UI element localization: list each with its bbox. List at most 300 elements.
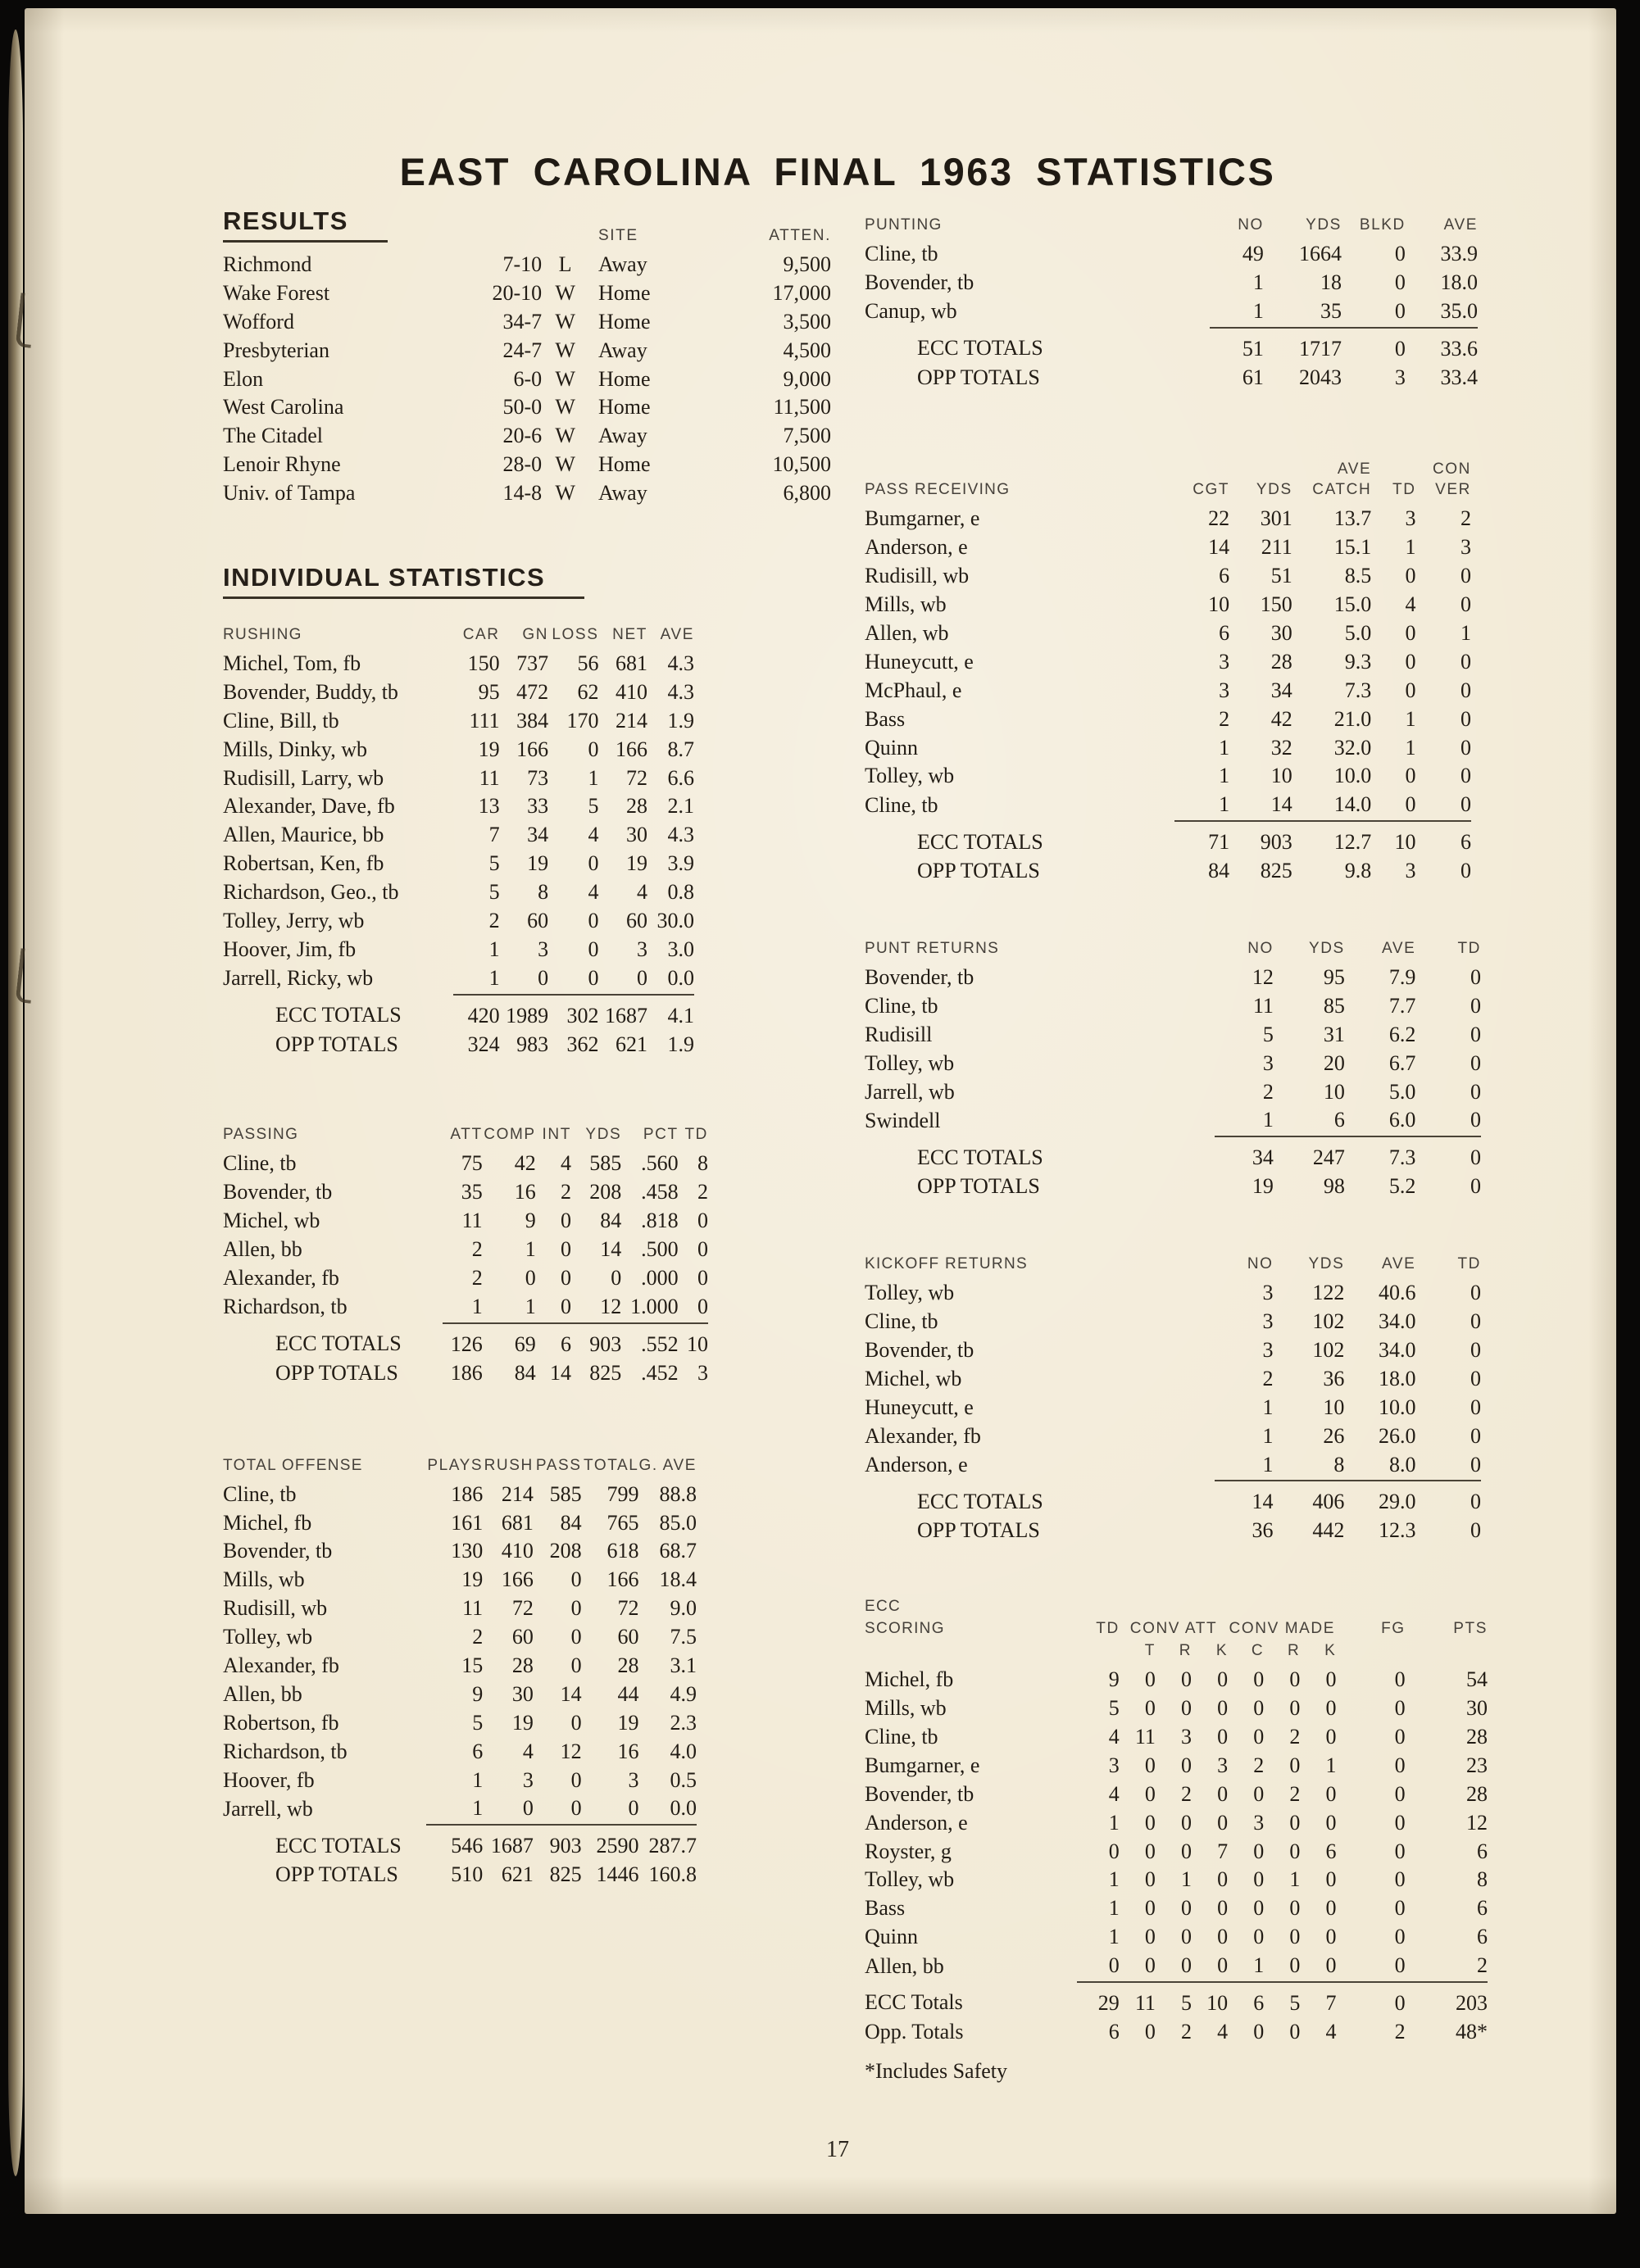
header-row — [223, 1454, 697, 1481]
cell-value: 4.9 — [670, 1681, 697, 1706]
row-label: Huneycutt, e — [865, 1395, 974, 1419]
cell-value: 2 — [1262, 1366, 1274, 1390]
header-spacer — [1174, 458, 1229, 479]
cell-value: 6.7 — [1388, 1050, 1416, 1075]
cell-value: 0 — [1394, 1696, 1406, 1721]
cell-value: 54 — [1466, 1667, 1488, 1692]
cell-value: 22 — [1208, 506, 1230, 531]
cell-value: 18.0 — [1440, 270, 1478, 294]
table-row — [865, 1953, 1488, 1982]
right-column — [865, 206, 1500, 2084]
cell-value: 681 — [615, 651, 647, 676]
cell-value: 9 — [1108, 1667, 1120, 1692]
column-header: PUNTING — [865, 216, 943, 234]
cell-value: 20-10 — [492, 280, 543, 305]
column-header: AVE — [1443, 216, 1478, 234]
column-header: PTS — [1453, 1620, 1488, 1638]
cell-value: 5 — [488, 851, 500, 876]
cell-value: 0 — [1394, 1810, 1406, 1835]
left-column — [223, 206, 870, 1890]
row-label: Mills, wb — [865, 592, 947, 617]
cell-value: 5.0 — [1388, 1079, 1416, 1104]
totals-value: 2 — [1181, 2019, 1193, 2043]
cell-value: 0 — [1217, 1896, 1229, 1921]
cell-value: 32.0 — [1333, 735, 1372, 760]
column-header: CATCH — [1312, 481, 1372, 499]
cell-value: 0 — [628, 1796, 639, 1821]
row-label: Elon — [223, 366, 264, 391]
row-label: Richardson, tb — [223, 1739, 348, 1763]
row-label: Bovender, tb — [865, 1781, 974, 1806]
results-heading-text: RESULTS — [223, 206, 388, 243]
column-header: R — [1179, 1642, 1193, 1660]
cell-value: 2.3 — [670, 1710, 697, 1735]
cell-value: 5 — [488, 880, 500, 905]
totals-value: 0 — [1470, 1174, 1481, 1199]
cell-value: 0 — [1325, 1781, 1337, 1806]
cell-value: 84 — [600, 1209, 622, 1233]
table-row — [865, 1423, 1481, 1452]
cell-value: 1 — [1405, 535, 1416, 560]
cell-value: 7-10 — [502, 252, 543, 276]
cell-value: 0 — [1253, 1724, 1265, 1749]
row-label: Richardson, Geo., tb — [223, 880, 399, 905]
cell-value: 6 — [1219, 564, 1230, 588]
stat-table — [223, 1454, 697, 1890]
row-label: Bovender, tb — [865, 1337, 974, 1362]
totals-value: 0 — [1253, 2019, 1265, 2043]
header-row — [865, 1253, 1481, 1280]
row-label: Hoover, fb — [223, 1767, 315, 1792]
cell-value: 0 — [525, 1266, 536, 1290]
cell-value: 30 — [1466, 1696, 1488, 1721]
cell-value: 56 — [577, 651, 599, 676]
cell-value: 9,500 — [783, 252, 831, 276]
cell-value: 0 — [1325, 1667, 1337, 1692]
totals-value: 4 — [1217, 2019, 1229, 2043]
cell-value: 0 — [1217, 1724, 1229, 1749]
row-label: Allen, Maurice, bb — [223, 823, 384, 847]
table-row — [865, 1810, 1488, 1839]
cell-value: 1 — [1405, 706, 1416, 731]
cell-value: 7.5 — [670, 1625, 697, 1649]
row-label: Robertsan, Ken, fb — [223, 851, 384, 876]
row-label: Cline, tb — [865, 242, 938, 265]
table-row — [865, 1395, 1481, 1423]
cell-value: 0 — [1461, 764, 1471, 788]
cell-value: 3 — [1219, 678, 1230, 702]
cell-value: 10 — [1270, 764, 1292, 788]
cell-value: 166 — [516, 737, 549, 761]
results-section — [223, 206, 870, 509]
row-label: Anderson, e — [865, 1453, 968, 1476]
header-spacer — [1229, 458, 1292, 479]
cell-value: 1 — [1405, 735, 1416, 760]
cell-value: 33 — [527, 794, 549, 819]
table-row — [223, 1150, 708, 1179]
cell-value: Away — [598, 252, 647, 276]
stat-table — [865, 206, 1478, 392]
program-page — [25, 8, 1616, 2214]
cell-value: 0 — [1394, 1724, 1406, 1749]
cell-value: 1 — [1108, 1925, 1120, 1949]
totals-value: 14 — [549, 1360, 571, 1385]
totals-value: 3 — [1405, 859, 1416, 883]
row-label: Bass — [865, 1896, 906, 1921]
cell-value: 1 — [1262, 1395, 1274, 1419]
column-header: PUNT RETURNS — [865, 940, 1000, 958]
cell-value: 19 — [527, 851, 549, 876]
row-label: Anderson, e — [865, 535, 968, 560]
cell-value: 0 — [1470, 1309, 1481, 1334]
cell-value: 1.9 — [667, 708, 694, 733]
cell-value: 2 — [560, 1180, 571, 1204]
column-header: G. AVE — [638, 1456, 697, 1474]
row-label: Quinn — [865, 1925, 918, 1949]
cell-value: 3.0 — [667, 937, 694, 961]
cell-value: 214 — [501, 1481, 534, 1506]
cell-value: 208 — [549, 1539, 582, 1563]
row-label: Quinn — [865, 735, 918, 760]
cell-value: 0 — [1144, 1896, 1156, 1921]
table-row — [223, 1265, 708, 1294]
row-label: Lenoir Rhyne — [223, 452, 341, 477]
totals-row — [865, 2019, 1488, 2048]
cell-value: 9 — [472, 1681, 484, 1706]
cell-value: W — [555, 481, 575, 506]
cell-value: 0 — [1405, 792, 1416, 817]
cell-value: 6 — [1477, 1896, 1488, 1921]
totals-value: 126 — [443, 1323, 482, 1360]
cell-value: 0 — [1144, 1781, 1156, 1806]
header-row — [223, 1123, 708, 1150]
header-row — [865, 479, 1471, 506]
totals-value: 51 — [1210, 328, 1264, 365]
totals-value: 11 — [1120, 1982, 1156, 2019]
cell-value: 10.0 — [1378, 1395, 1416, 1419]
totals-value: 84 — [1208, 859, 1230, 883]
totals-value: 302 — [548, 995, 598, 1032]
row-label: Wofford — [223, 309, 294, 333]
cell-value: 28 — [625, 794, 647, 819]
cell-value: 11 — [462, 1596, 484, 1621]
row-label: Swindell — [865, 1108, 941, 1132]
cell-value: 0 — [570, 1653, 582, 1677]
cell-value: 50-0 — [502, 395, 543, 420]
totals-row — [865, 328, 1478, 365]
cell-value: 12 — [560, 1739, 582, 1763]
row-label: Tolley, wb — [865, 1050, 955, 1075]
column-header: CONV ATT — [1129, 1620, 1218, 1638]
cell-value: 21.0 — [1333, 706, 1372, 731]
cell-value: L — [558, 252, 572, 276]
cell-value: 2 — [471, 1266, 483, 1290]
totals-value: 5.2 — [1388, 1174, 1416, 1199]
cell-value: 7 — [1217, 1839, 1229, 1863]
table-row — [865, 964, 1481, 993]
cell-value: 130 — [451, 1539, 484, 1563]
table-row — [223, 1510, 697, 1539]
table-row — [223, 1595, 697, 1624]
header-spacer — [465, 206, 542, 252]
cell-value: Home — [598, 452, 651, 477]
table-row — [865, 993, 1481, 1022]
row-label: Rudisill, Larry, wb — [223, 765, 384, 790]
cell-value: 3 — [522, 1767, 534, 1792]
cell-value: Home — [598, 280, 651, 305]
cell-value: 3 — [1461, 535, 1471, 560]
row-label: Royster, g — [865, 1839, 952, 1863]
column-header: PLAYS — [427, 1456, 484, 1474]
cell-value: 2 — [472, 1625, 484, 1649]
totals-value: 10 — [1192, 1982, 1228, 2019]
cell-value: 8 — [1333, 1452, 1345, 1476]
cell-value: 0 — [1181, 1953, 1193, 1978]
column-header: TD — [1457, 1255, 1481, 1273]
cell-value: 11 — [1252, 993, 1274, 1018]
cell-value: 0 — [1144, 1867, 1156, 1892]
cell-value: 0 — [1144, 1839, 1156, 1863]
cell-value: 0 — [1181, 1753, 1193, 1777]
footnote: *Includes Safety — [865, 2058, 1008, 2083]
cell-value: 34.0 — [1378, 1337, 1416, 1362]
cell-value: 3 — [1405, 506, 1416, 531]
cell-value: 166 — [615, 737, 647, 761]
cell-value: 51 — [1270, 564, 1292, 588]
column-header: TD — [1096, 1620, 1120, 1638]
cell-value: 2.1 — [667, 794, 694, 819]
cell-value: 14 — [560, 1681, 582, 1706]
cell-value: 23 — [1466, 1753, 1488, 1777]
cell-value: 765 — [606, 1510, 639, 1535]
cell-value: 5 — [472, 1710, 484, 1735]
cell-value: 0 — [1181, 1839, 1193, 1863]
cell-value: 0 — [1108, 1839, 1120, 1863]
cell-value: 0 — [697, 1209, 708, 1233]
cell-value: 62 — [577, 679, 599, 704]
cell-value: 72 — [617, 1596, 639, 1621]
totals-label: OPP TOTALS — [917, 859, 1040, 883]
pass-receiving-table — [865, 458, 1500, 887]
column-header: AVE — [1337, 460, 1372, 479]
cell-value: 0 — [1470, 1022, 1481, 1046]
column-header: ATTEN. — [769, 227, 831, 244]
cell-value: 0 — [1289, 1753, 1301, 1777]
cell-value: 384 — [516, 708, 549, 733]
column-header: T — [1144, 1642, 1156, 1660]
cell-value: 0 — [1325, 1810, 1337, 1835]
table-row — [865, 1924, 1488, 1953]
row-label: Allen, bb — [865, 1953, 944, 1978]
column-header: ECC — [865, 1598, 902, 1616]
cell-value: 0 — [1289, 1925, 1301, 1949]
cell-value: 18.4 — [659, 1567, 697, 1592]
cell-value: 3 — [1262, 1337, 1274, 1362]
totals-label: OPP TOTALS — [275, 1360, 398, 1385]
cell-value: 0 — [560, 1266, 571, 1290]
totals-value: 1446 — [596, 1862, 639, 1887]
table-row — [865, 298, 1478, 328]
column-header: C — [1251, 1642, 1265, 1660]
totals-value: 0 — [1415, 1481, 1481, 1517]
table-row — [223, 765, 694, 794]
cell-value: 0 — [1461, 649, 1471, 674]
cell-value: 8 — [538, 880, 549, 905]
cell-value: 1 — [525, 1237, 536, 1262]
cell-value: 0 — [1144, 1953, 1156, 1978]
row-label: Tolley, wb — [865, 1281, 955, 1305]
cell-value: Away — [598, 481, 647, 506]
table-row — [865, 1022, 1481, 1050]
cell-value: 8 — [1477, 1867, 1488, 1892]
row-label: Mills, wb — [223, 1567, 305, 1592]
cell-value: W — [555, 338, 575, 362]
table-row — [865, 506, 1471, 534]
totals-value: 10 — [679, 1323, 708, 1360]
totals-value: 6 — [1416, 821, 1471, 858]
page-number: 17 — [826, 2137, 849, 2162]
cell-value: 4,500 — [783, 338, 831, 362]
table-row — [223, 423, 831, 451]
cell-value: 8 — [697, 1151, 708, 1176]
cell-value: 19 — [511, 1710, 534, 1735]
cell-value: W — [555, 452, 575, 477]
totals-row — [223, 1862, 697, 1890]
cell-value: 2 — [1289, 1781, 1301, 1806]
cell-value: 28-0 — [502, 452, 543, 477]
totals-value: 825 — [589, 1360, 622, 1385]
totals-value: 406 — [1274, 1481, 1345, 1517]
cell-value: 0 — [1217, 1781, 1229, 1806]
cell-value: 3.9 — [667, 851, 694, 876]
cell-value: 0 — [1405, 621, 1416, 646]
cell-value: Away — [598, 338, 647, 362]
cell-value: 34-7 — [502, 309, 543, 333]
cell-value: 3 — [1217, 1753, 1229, 1777]
cell-value: 24-7 — [502, 338, 543, 362]
row-label: West Carolina — [223, 395, 344, 420]
table-row — [865, 1309, 1481, 1337]
table-row — [223, 366, 831, 395]
table-row — [223, 1624, 697, 1653]
cell-value: 2 — [1262, 1079, 1274, 1104]
cell-value: 0 — [570, 1596, 582, 1621]
cell-value: Home — [598, 366, 651, 391]
cell-value: 1 — [1108, 1896, 1120, 1921]
table-row — [223, 850, 694, 879]
cell-value: 0 — [1253, 1781, 1265, 1806]
cell-value: 2 — [1477, 1953, 1488, 1978]
cell-value: 34 — [1270, 678, 1292, 702]
totals-value: 621 — [615, 1032, 647, 1056]
cell-value: 30 — [625, 823, 647, 847]
cell-value: 20 — [1323, 1050, 1345, 1075]
totals-value: 362 — [566, 1032, 599, 1056]
cell-value: 0 — [1217, 1867, 1229, 1892]
table-row — [223, 1739, 697, 1767]
totals-row — [865, 1481, 1481, 1517]
totals-value: 0 — [1336, 1982, 1405, 2019]
cell-value: 5 — [1108, 1696, 1120, 1721]
totals-value: 34 — [1215, 1136, 1273, 1173]
totals-value: 0 — [1461, 859, 1471, 883]
totals-value: 903 — [571, 1323, 621, 1360]
totals-label: ECC TOTALS — [917, 336, 1043, 361]
cell-value: 0 — [1253, 1925, 1265, 1949]
row-label: Robertson, fb — [223, 1710, 339, 1735]
cell-value: 19 — [625, 851, 647, 876]
cell-value: 1.000 — [630, 1294, 679, 1318]
cell-value: 0 — [1470, 993, 1481, 1018]
cell-value: 14 — [1270, 792, 1292, 817]
row-label: Bumgarner, e — [865, 506, 980, 531]
row-label: Bovender, tb — [223, 1539, 333, 1563]
cell-value: 16 — [514, 1180, 536, 1204]
row-label: Tolley, wb — [865, 764, 955, 788]
cell-value: 60 — [625, 909, 647, 933]
cell-value: 0 — [538, 965, 549, 990]
cell-value: 1 — [1262, 1108, 1274, 1132]
cell-value: 95 — [478, 679, 500, 704]
cell-value: 0 — [1144, 1667, 1156, 1692]
table-row — [223, 1567, 697, 1595]
totals-value: 903 — [1229, 821, 1292, 858]
cell-value: 0 — [1470, 1050, 1481, 1075]
header-row — [865, 1617, 1488, 1640]
cell-value: 0 — [1405, 649, 1416, 674]
cell-value: 0 — [1461, 678, 1471, 702]
table-row — [223, 480, 831, 509]
cell-value: 214 — [615, 708, 647, 733]
cell-value: 0 — [1181, 1925, 1193, 1949]
totals-value: 2590 — [582, 1825, 639, 1862]
row-label: The Citadel — [223, 424, 324, 448]
cell-value: 60 — [527, 909, 549, 933]
cell-value: 17,000 — [772, 280, 831, 305]
cell-value: 1 — [1253, 1953, 1265, 1978]
cell-value: 10 — [1323, 1395, 1345, 1419]
cell-value: 72 — [511, 1596, 534, 1621]
cell-value: 5 — [588, 794, 599, 819]
cell-value: 737 — [516, 651, 549, 676]
cell-value: 0 — [1405, 678, 1416, 702]
totals-value: 621 — [501, 1862, 534, 1887]
cell-value: 3 — [1219, 649, 1230, 674]
totals-value: 825 — [549, 1862, 582, 1887]
table-row — [223, 708, 694, 737]
cell-value: 5 — [1262, 1022, 1274, 1046]
totals-value: 7 — [1300, 1982, 1336, 2019]
totals-row — [865, 1136, 1481, 1173]
column-header: NO — [1238, 216, 1264, 234]
table-row — [865, 763, 1471, 792]
totals-value: 510 — [451, 1862, 484, 1887]
column-header: YDS — [1306, 216, 1342, 234]
cell-value: 0 — [1217, 1667, 1229, 1692]
cell-value: 0 — [1181, 1696, 1193, 1721]
row-label: Michel, fb — [865, 1667, 954, 1692]
cell-value: 28 — [617, 1653, 639, 1677]
cell-value: 18.0 — [1378, 1366, 1416, 1390]
table-row — [865, 620, 1471, 649]
totals-value: 2 — [1394, 2019, 1406, 2043]
column-header: CGT — [1193, 481, 1230, 499]
cell-value: 166 — [606, 1567, 639, 1592]
table-row — [223, 309, 831, 338]
row-label: Mills, wb — [865, 1696, 947, 1721]
cell-value: 150 — [1260, 592, 1292, 617]
row-label: Cline, tb — [865, 792, 938, 817]
